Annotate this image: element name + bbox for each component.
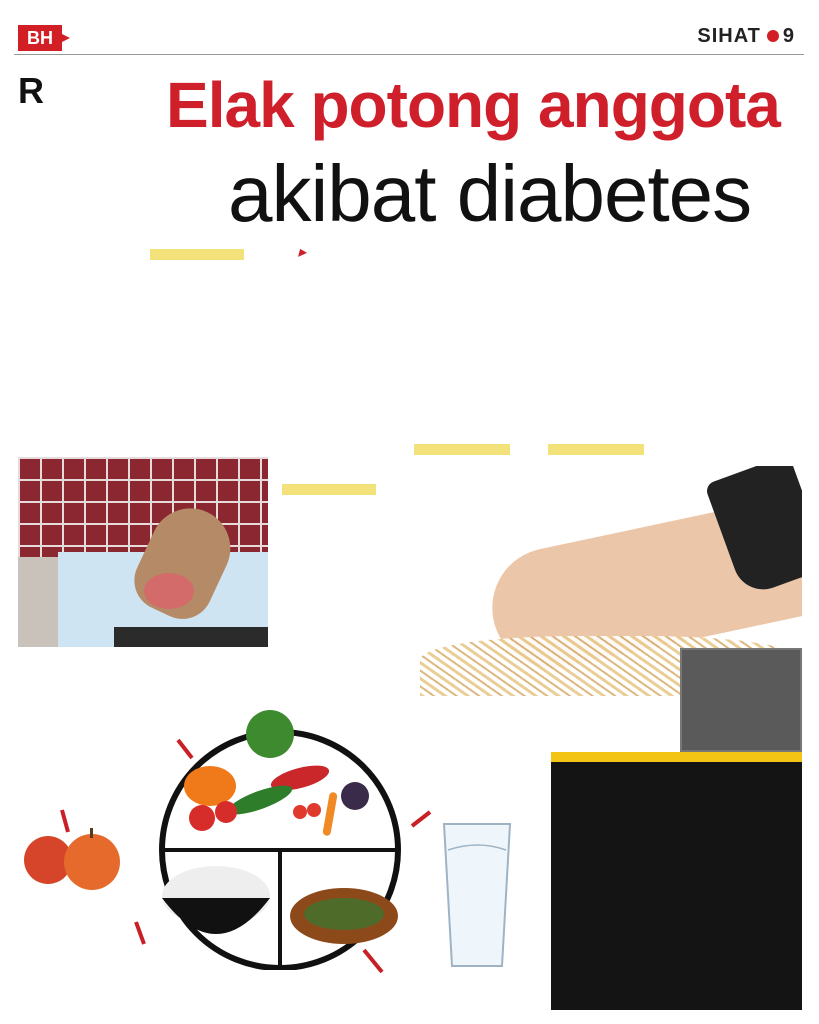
- section-label: [697, 25, 795, 48]
- arrow-icon: [62, 810, 68, 832]
- subhead-1: [150, 249, 244, 260]
- body-column-1: [18, 76, 140, 448]
- body-column-2: [150, 244, 270, 448]
- sidebar-tag: [551, 752, 802, 762]
- body-column-3: [282, 298, 402, 648]
- section-name: SIHAT: [697, 25, 761, 47]
- standfirst: [298, 242, 798, 263]
- checkered-shirt: [18, 457, 268, 557]
- subhead-2: [282, 484, 376, 495]
- sidebar-column-1: [565, 824, 673, 1004]
- wound: [144, 573, 194, 609]
- header-bar: [14, 22, 804, 55]
- section-dot-icon: [767, 30, 779, 42]
- headline-line2: akibat diabetes: [228, 149, 752, 238]
- arrow-icon: [364, 950, 382, 972]
- sidebar-column-2: [685, 774, 793, 1004]
- water-glass-icon: [438, 820, 516, 970]
- body-column-6: [682, 298, 802, 458]
- gray-quote-box: [680, 648, 802, 752]
- subhead-4: [548, 444, 644, 455]
- bh-logo: BH: [18, 25, 62, 51]
- page-number: 9: [782, 25, 795, 47]
- pointer-arrows: [20, 700, 440, 1000]
- leg-photo-caption: [114, 627, 268, 647]
- arrow-icon: [178, 740, 192, 758]
- subhead-3: [414, 444, 510, 455]
- dropcap: R: [18, 76, 44, 111]
- amputated-leg-photo: [18, 457, 268, 647]
- headline-line1: Elak potong anggota: [166, 69, 780, 141]
- arrow-icon: [136, 922, 144, 944]
- tips-sidebar: [551, 752, 802, 1010]
- arrow-icon: [412, 812, 430, 826]
